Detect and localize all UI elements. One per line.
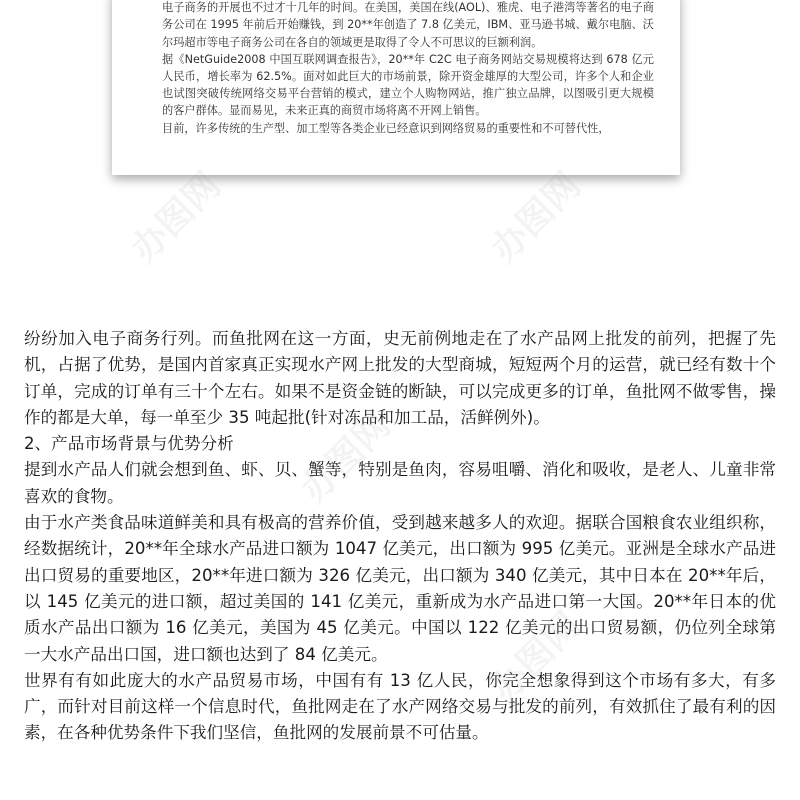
section-heading: 2、产品市场背景与优势分析 (24, 434, 234, 454)
document-page-preview (112, 0, 680, 175)
watermark: 办图网 (483, 164, 589, 271)
body-paragraph: 纷纷加入电子商务行列。而鱼批网在这一方面，史无前例地走在了水产品网上批发的前列，把握了先机，占据了优势，是国内首家真正实现水产网上批发的大型商城，短短两个月的运营，就已经有数十个订单，完成的订单有三十个左右。如果不是资金链的断缺，可以完成更多的订单，鱼批网不做零售，操作的都是大单，每一单至少 35 吨起批(针对冻品和加工品，活鲜例外)。 (24, 329, 776, 427)
watermark: 办图网 (293, 404, 399, 511)
page-preview-text (162, 0, 654, 137)
watermark: 办图网 (483, 604, 589, 711)
body-paragraph: 提到水产品人们就会想到鱼、虾、贝、蟹等，特别是鱼肉，容易咀嚼、消化和吸收，是老人、儿童非常喜欢的食物。 (24, 460, 776, 506)
body-paragraph: 由于水产类食品味道鲜美和具有极高的营养价值，受到越来越多人的欢迎。据联合国粮食农业组织称，经数据统计，20**年全球水产品进口额为 1047 亿美元，出口额为 995 亿美元。亚洲是全球水产品进出口贸易的重要地区，20**年进口额为 326 亿美元，出口额为 340 亿美元，其中日本在 20**年后，以 145 亿美元的进口额，超过美国的 141 亿美元，重新成为水产品进口第一大国。20**年日本的优质水产品出口额为 16 亿美元，美国为 45 亿美元。中国以 122 亿美元的出口贸易额，仍位列全球第一大水产品出口国，进口额也达到了 84 亿美元。 (24, 513, 776, 664)
body-paragraph: 世界有有如此庞大的水产品贸易市场，中国有有 13 亿人民，你完全想象得到这个市场有多大，有多广，而针对目前这样一个信息时代，鱼批网走在了水产网络交易与批发的前列，有效抓住了最有利的因素，在各种优势条件下我们坚信，鱼批网的发展前景不可估量。 (24, 670, 776, 743)
watermark: 办图网 (123, 164, 229, 271)
document-body (24, 326, 776, 747)
preview-paragraph: 目前，许多传统的生产型、加工型等各类企业已经意识到网络贸易的重要性和不可替代性， (162, 121, 610, 135)
preview-paragraph: 电子商务的开展也不过才十几年的时间。在美国，美国在线(AOL)、雅虎、电子港湾等著名的电子商务公司在 1995 年前后开始赚钱，到 20**年创造了 7.8 亿美元，IBM、亚马逊书城、戴尔电脑、沃尔玛超市等电子商务公司在各自的领域更是取得了令人不可思议的巨额利润。 (162, 1, 654, 49)
preview-paragraph: 据《NetGuide2008 中国互联网调查报告》，20**年 C2C 电子商务网站交易规模将达到 678 亿元人民币，增长率为 62.5%。面对如此巨大的市场前景，除开资金雄厚的大型公司，许多个人和企业也试图突破传统网络交易平台营销的模式，建立个人购物网站，推广独立品牌，以图吸引更大规模的客户群体。显而易见，未来正真的商贸市场将离不开网上销售。 (162, 52, 654, 118)
